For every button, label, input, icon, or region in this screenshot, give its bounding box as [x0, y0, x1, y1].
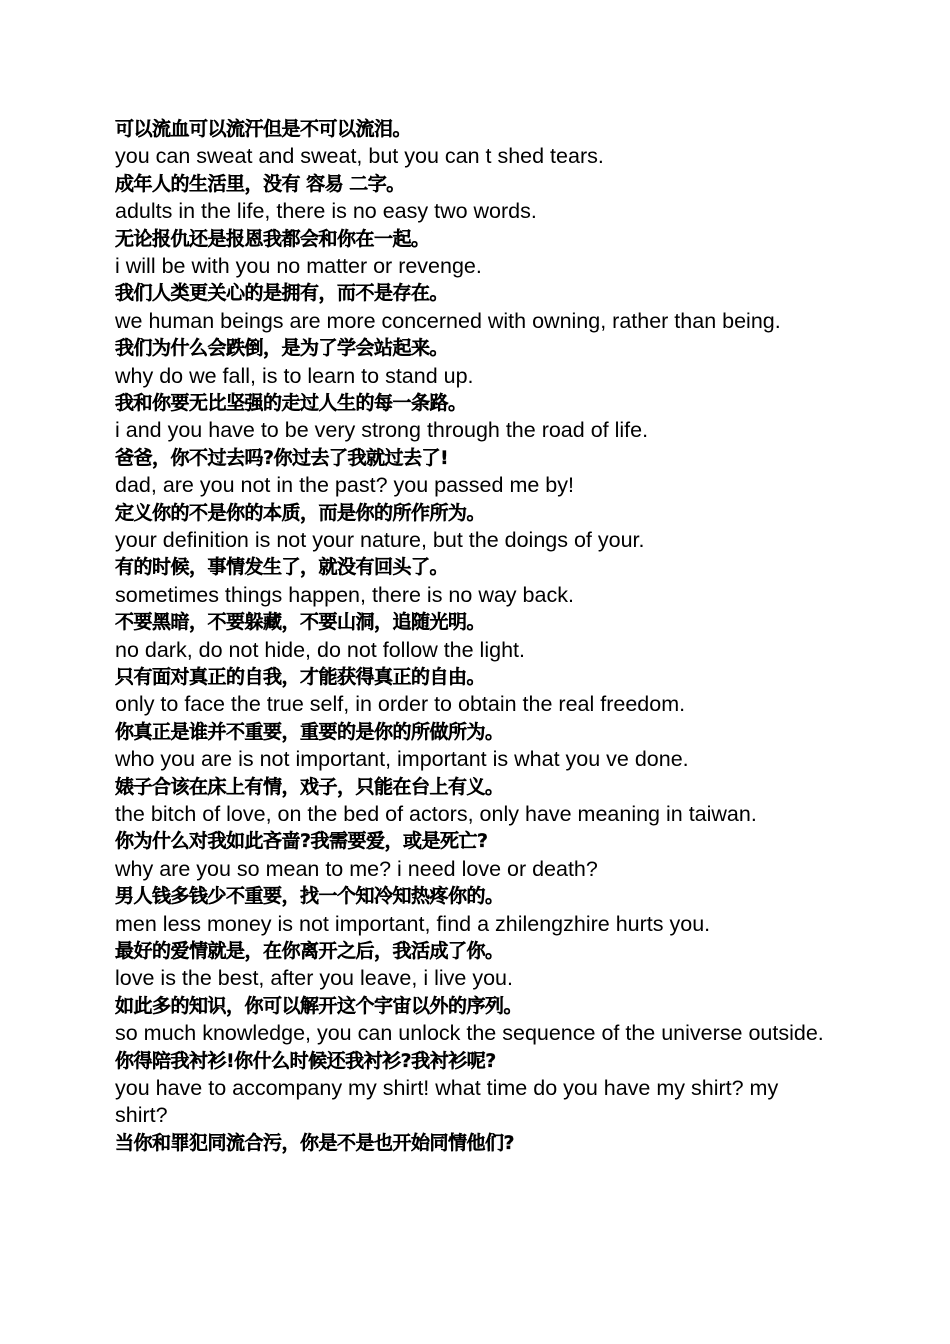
english-line: we human beings are more concerned with owning, rather than being. [115, 308, 781, 333]
chinese-line: 如此多的知识，你可以解开这个宇宙以外的序列。 [115, 994, 523, 1017]
chinese-line: 当你和罪犯同流合污，你是不是也开始同情他们? [115, 1131, 515, 1154]
entry [115, 116, 835, 171]
english-line: adults in the life, there is no easy two words. [115, 199, 537, 224]
english-line: so much knowledge, you can unlock the sequence of the universe outside. [115, 1021, 824, 1046]
entry [115, 554, 835, 609]
chinese-line: 不要黑暗，不要躲藏，不要山洞，追随光明。 [115, 611, 486, 634]
english-line: i will be with you no matter or revenge. [115, 253, 482, 278]
entry [115, 993, 835, 1048]
entry [115, 335, 835, 390]
chinese-line: 无论报仇还是报恩我都会和你在一起。 [115, 227, 430, 250]
entry [115, 500, 835, 555]
english-line: sometimes things happen, there is no way back. [115, 582, 574, 607]
english-line: i and you have to be very strong through the road of life. [115, 418, 649, 443]
chinese-line: 你真正是谁并不重要，重要的是你的所做所为。 [115, 720, 504, 743]
entry [115, 445, 835, 500]
english-line: men less money is not important, find a zhilengzhire hurts you. [115, 911, 711, 936]
entry [115, 1048, 835, 1130]
entry [115, 828, 835, 883]
english-line: you can sweat and sweat, but you can t shed tears. [115, 144, 604, 169]
chinese-line: 可以流血可以流汗但是不可以流泪。 [115, 118, 412, 140]
english-line: you have to accompany my shirt! what time do you have my shirt? my shirt? [115, 1075, 779, 1128]
chinese-line: 最好的爱情就是，在你离开之后，我活成了你。 [115, 939, 504, 962]
entry [115, 719, 835, 774]
english-line: the bitch of love, on the bed of actors, only have meaning in taiwan. [115, 801, 757, 826]
chinese-line: 成年人的生活里，没有 容易 二字。 [115, 172, 405, 195]
chinese-line: 有的时候，事情发生了，就没有回头了。 [115, 556, 449, 579]
chinese-line: 我们人类更关心的是拥有，而不是存在。 [115, 282, 449, 305]
english-line: why do we fall, is to learn to stand up. [115, 363, 474, 388]
english-line: no dark, do not hide, do not follow the light. [115, 637, 525, 662]
chinese-line: 你得陪我衬衫!你什么时候还我衬衫?我衬衫呢? [115, 1049, 496, 1072]
chinese-line: 男人钱多钱少不重要，找一个知冷知热疼你的。 [115, 885, 504, 908]
entry [115, 171, 835, 226]
chinese-line: 定义你的不是你的本质，而是你的所作所为。 [115, 501, 486, 524]
chinese-line: 只有面对真正的自我，才能获得真正的自由。 [115, 665, 486, 688]
chinese-line: 我和你要无比坚强的走过人生的每一条路。 [115, 391, 467, 414]
chinese-line: 我们为什么会跌倒，是为了学会站起来。 [115, 337, 449, 360]
document-page [115, 116, 835, 1157]
entry [115, 938, 835, 993]
chinese-line: 爸爸，你不过去吗?你过去了我就过去了! [115, 446, 449, 469]
english-line: who you are is not important, important is what you ve done. [115, 747, 689, 772]
entry [115, 883, 835, 938]
entry [115, 664, 835, 719]
entry [115, 1130, 835, 1157]
entry [115, 280, 835, 335]
english-line: your definition is not your nature, but the doings of your. [115, 527, 645, 552]
entry [115, 774, 835, 829]
entry [115, 609, 835, 664]
entry [115, 226, 835, 281]
english-line: only to face the true self, in order to obtain the real freedom. [115, 692, 686, 717]
chinese-line: 你为什么对我如此吝啬?我需要爱，或是死亡? [115, 830, 488, 853]
english-line: love is the best, after you leave, i live you. [115, 966, 513, 991]
chinese-line: 婊子合该在床上有情，戏子，只能在台上有义。 [115, 775, 504, 798]
english-line: dad, are you not in the past? you passed me by! [115, 473, 574, 498]
entry [115, 390, 835, 445]
english-line: why are you so mean to me? i need love or death? [115, 856, 598, 881]
